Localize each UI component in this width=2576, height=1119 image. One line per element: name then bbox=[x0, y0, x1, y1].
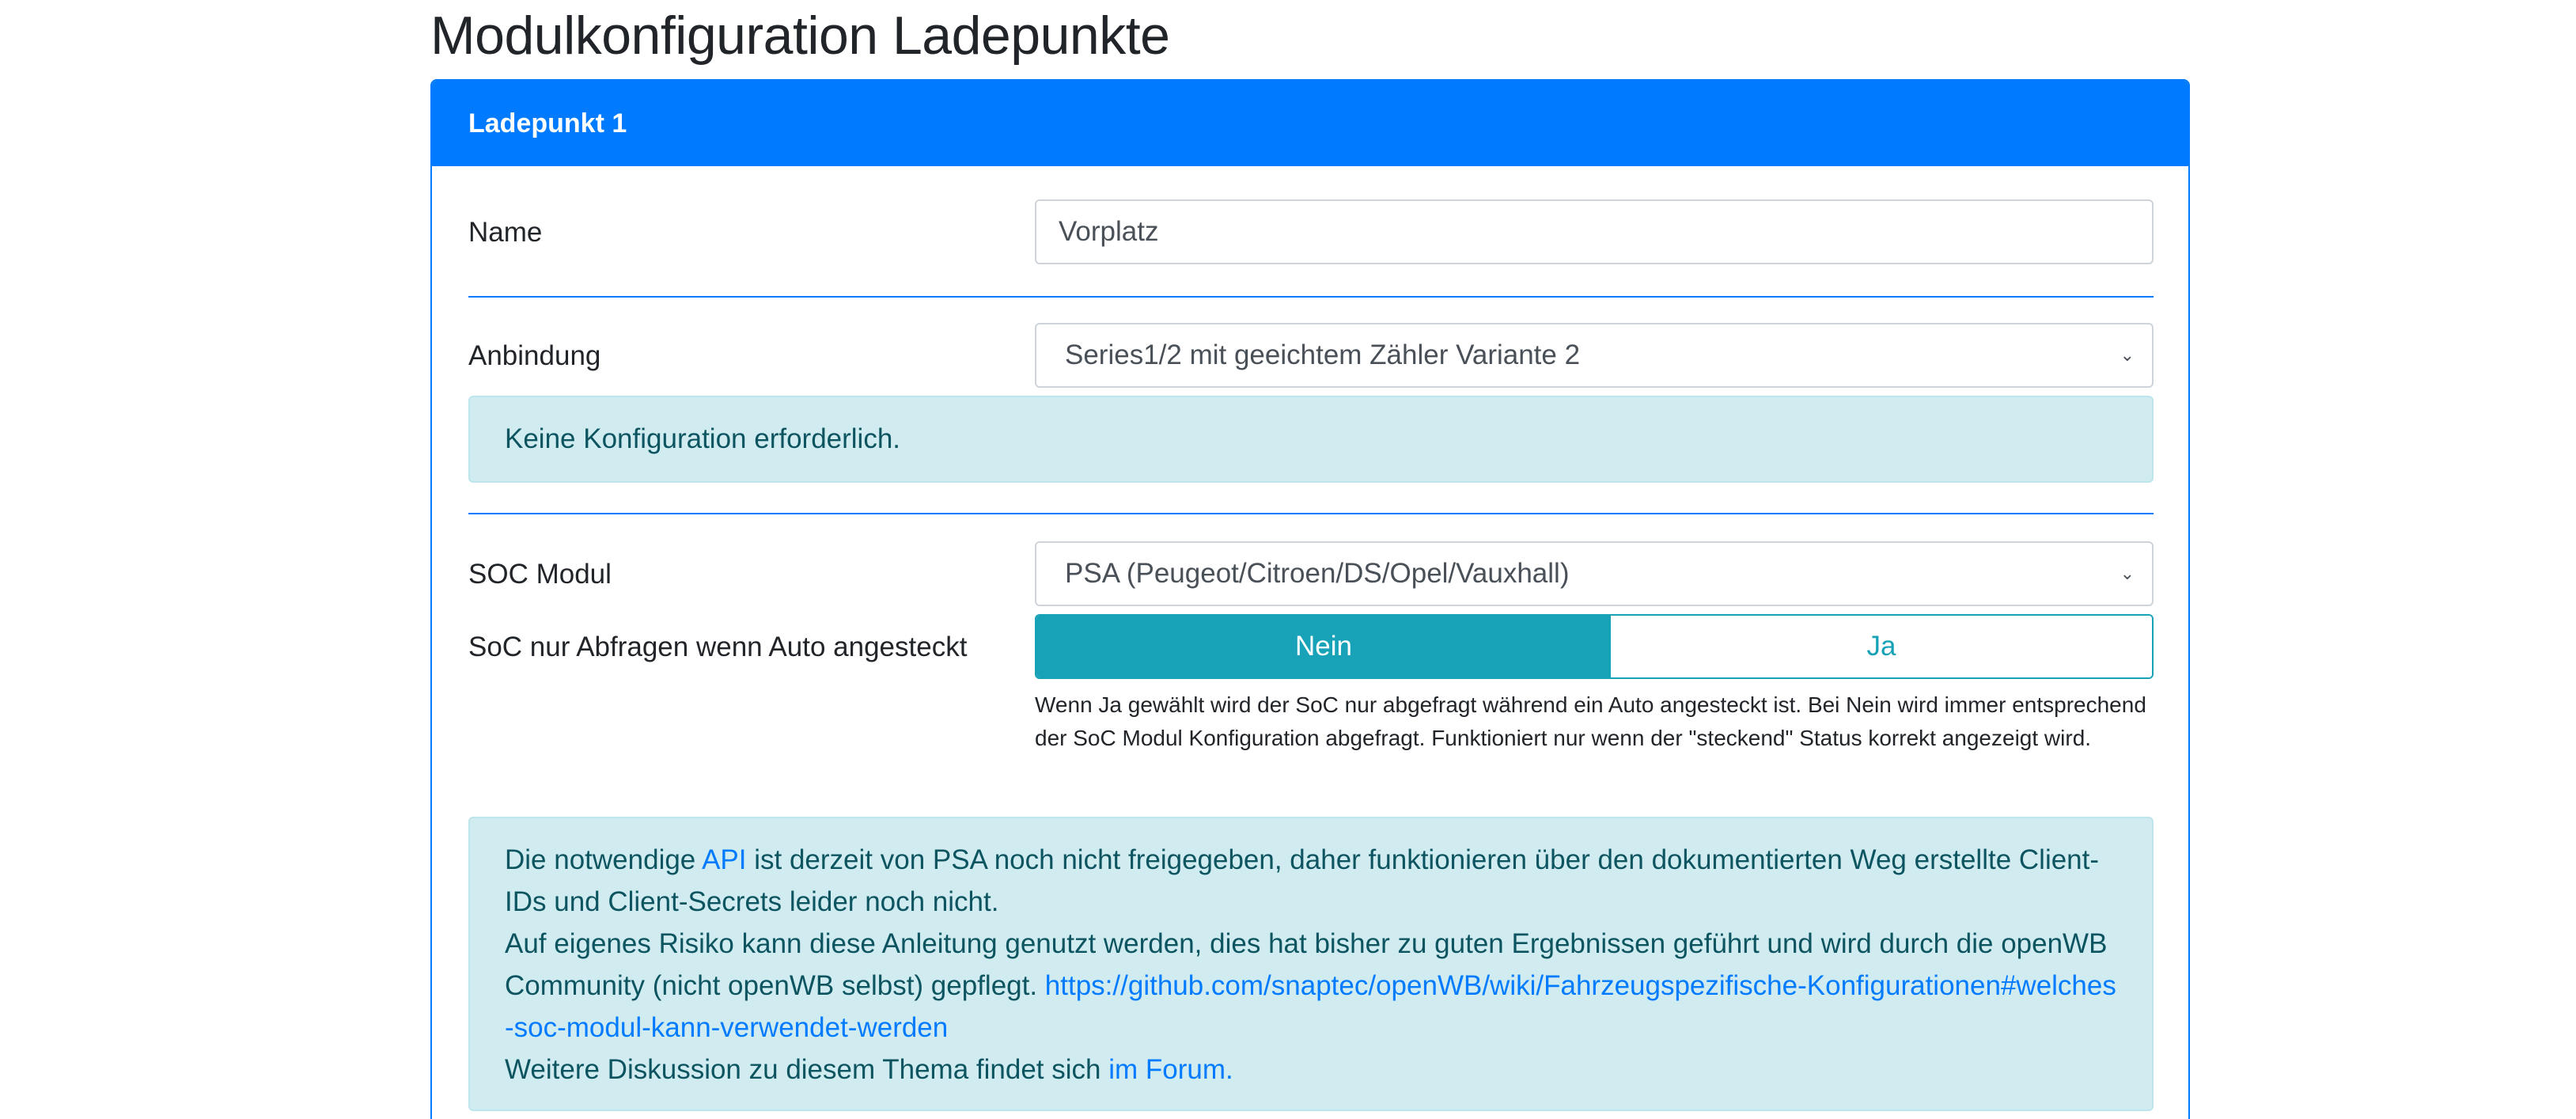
soc-plugged-label: SoC nur Abfragen wenn Auto angesteckt bbox=[468, 632, 968, 662]
psa-info-line3 bbox=[505, 1049, 2120, 1091]
wiki-link[interactable]: https://github.com/snaptec/openWB/wiki/Fahrzeugspezifische-Konfigurationen#welches-soc-modul-kann-verwendet-werden bbox=[505, 970, 2116, 1043]
psa-info-line1-rest: ist derzeit von PSA noch nicht freigegeben, daher funktionieren über den dokumentierten Weg erstellte Client-IDs und Client-Secrets leider noch nicht. bbox=[505, 844, 2100, 917]
soc-plugged-toggle bbox=[1035, 614, 2154, 679]
soc-plugged-help-text: Wenn Ja gewählt wird der SoC nur abgefragt während ein Auto angesteckt ist. Bei Nein wird immer entsprechend der SoC Modul Konfiguration abgefragt. Funktioniert nur wenn der "steckend" Status korrekt angezeigt wird. bbox=[1035, 692, 2146, 750]
psa-info-line2-text: Auf eigenes Risiko kann diese Anleitung genutzt werden, dies hat bisher zu guten Ergebnissen geführt und wird durch die openWB Community (nicht openWB selbst) gepflegt. bbox=[505, 928, 2108, 1001]
anbindung-selected-value: Series1/2 mit geeichtem Zähler Variante 2 bbox=[1065, 339, 1581, 370]
ladepunkt-card bbox=[430, 79, 2190, 1119]
anbindung-select[interactable] bbox=[1035, 323, 2154, 388]
name-input[interactable]: Vorplatz bbox=[1035, 199, 2154, 264]
nein-button[interactable]: Nein bbox=[1036, 616, 1611, 677]
forum-link[interactable]: im Forum. bbox=[1108, 1054, 1233, 1085]
page-title: Modulkonfiguration Ladepunkte bbox=[430, 6, 1170, 66]
soc-modul-select[interactable] bbox=[1035, 541, 2154, 606]
card-header: Ladepunkt 1 bbox=[432, 81, 2188, 166]
psa-info-line2 bbox=[505, 923, 2120, 1049]
api-link[interactable]: API bbox=[702, 844, 747, 875]
chevron-down-icon: ⌄ bbox=[2120, 563, 2135, 583]
name-label: Name bbox=[468, 217, 543, 248]
chevron-down-icon: ⌄ bbox=[2120, 345, 2135, 365]
psa-info-line1 bbox=[505, 839, 2120, 923]
anbindung-info-alert bbox=[468, 396, 2154, 483]
anbindung-info-text: Keine Konfiguration erforderlich. bbox=[505, 423, 901, 454]
psa-info-alert bbox=[468, 817, 2154, 1111]
psa-info-line3-text: Weitere Diskussion zu diesem Thema findet sich bbox=[505, 1054, 1109, 1085]
divider bbox=[468, 513, 2154, 514]
psa-info-line1-text: Die notwendige bbox=[505, 844, 703, 875]
soc-modul-selected-value: PSA (Peugeot/Citroen/DS/Opel/Vauxhall) bbox=[1065, 558, 1570, 589]
ja-button[interactable]: Ja bbox=[1611, 616, 2152, 677]
soc-modul-label: SOC Modul bbox=[468, 559, 612, 590]
anbindung-label: Anbindung bbox=[468, 340, 601, 371]
divider bbox=[468, 296, 2154, 298]
